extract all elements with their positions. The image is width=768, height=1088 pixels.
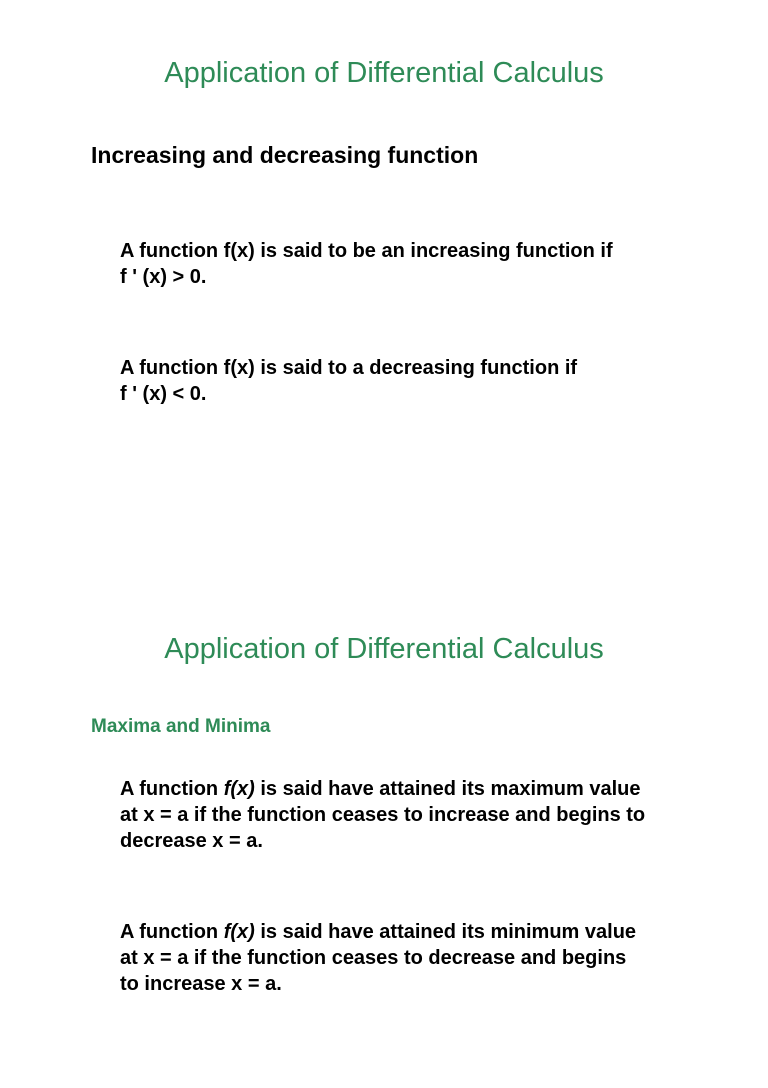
definition-condition: f ' (x) > 0. xyxy=(120,266,207,288)
definition-line-3: to increase x = a. xyxy=(120,973,282,995)
slide-increasing-decreasing xyxy=(0,0,768,512)
maximum-definition xyxy=(120,776,720,854)
definition-line-2: at x = a if the function ceases to decrease and begins xyxy=(120,947,627,969)
slide-title: Application of Differential Calculus xyxy=(164,633,604,665)
section-heading: Increasing and decreasing function xyxy=(91,142,479,168)
definition-line-3: decrease x = a. xyxy=(120,830,263,852)
decreasing-definition xyxy=(120,355,720,407)
function-symbol: f(x) xyxy=(223,778,255,800)
text-suffix: is said have attained its maximum value xyxy=(254,778,641,800)
text-prefix: A function xyxy=(120,921,224,943)
slide-title: Application of Differential Calculus xyxy=(164,57,604,89)
text-prefix: A function xyxy=(120,778,224,800)
text-suffix: is said have attained its minimum value xyxy=(254,921,637,943)
definition-line-1 xyxy=(120,919,720,945)
increasing-definition xyxy=(120,238,720,290)
definition-line: A function f(x) is said to be an increasing function if xyxy=(120,240,613,262)
slide-maxima-minima xyxy=(0,576,768,1088)
section-heading: Maxima and Minima xyxy=(91,716,271,737)
definition-line-2: at x = a if the function ceases to increase and begins to xyxy=(120,804,646,826)
function-symbol: f(x) xyxy=(223,921,255,943)
definition-line-1 xyxy=(120,776,720,802)
minimum-definition xyxy=(120,919,720,997)
definition-line: A function f(x) is said to a decreasing function if xyxy=(120,357,578,379)
definition-condition: f ' (x) < 0. xyxy=(120,383,207,405)
